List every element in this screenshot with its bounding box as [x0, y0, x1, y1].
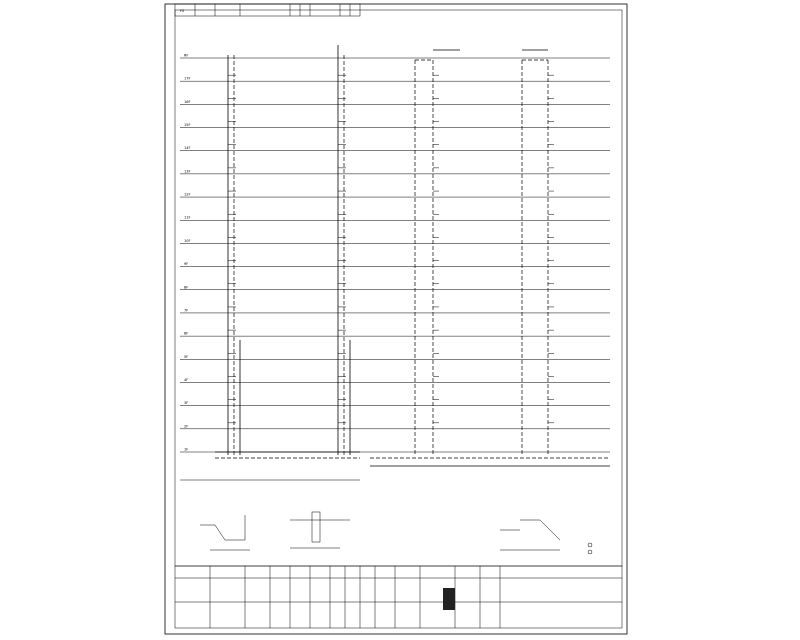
- floor-label: 4F: [184, 377, 189, 382]
- floor-label: 10F: [184, 238, 191, 243]
- floor-label: 16F: [184, 99, 191, 104]
- floor-label: 12F: [184, 192, 191, 197]
- riser-group-left: [228, 55, 240, 455]
- floor-label: 9F: [184, 262, 189, 267]
- floor-label: 5F: [184, 354, 189, 359]
- title-block: [175, 566, 622, 628]
- floor-label: 15F: [184, 123, 191, 128]
- detail-mid: [290, 512, 350, 548]
- floor-label: 3F: [184, 401, 189, 406]
- floor-label: 13F: [184, 169, 191, 174]
- floor-label: 17F: [184, 76, 191, 81]
- floor-label: 2F: [184, 424, 189, 429]
- floor-label: 6F: [184, 331, 189, 336]
- riser-group-mid: [338, 45, 350, 455]
- stamp-box: [443, 588, 455, 610]
- detail-left: [200, 515, 250, 550]
- floor-label: 14F: [184, 146, 191, 151]
- floor-label: 8F: [184, 285, 189, 290]
- inner-border: [175, 10, 622, 566]
- floor-lines: [180, 54, 610, 453]
- floor-label: 7F: [184, 308, 189, 313]
- floor-label: 11F: [184, 215, 191, 220]
- riser-group-right-b: [522, 50, 548, 455]
- riser-group-right-a: [415, 50, 460, 455]
- header-label: FS: [180, 9, 185, 13]
- ground-main: [180, 452, 610, 480]
- floor-label: 1F: [184, 447, 189, 452]
- detail-right: [500, 520, 592, 554]
- floor-label: RF: [184, 53, 189, 58]
